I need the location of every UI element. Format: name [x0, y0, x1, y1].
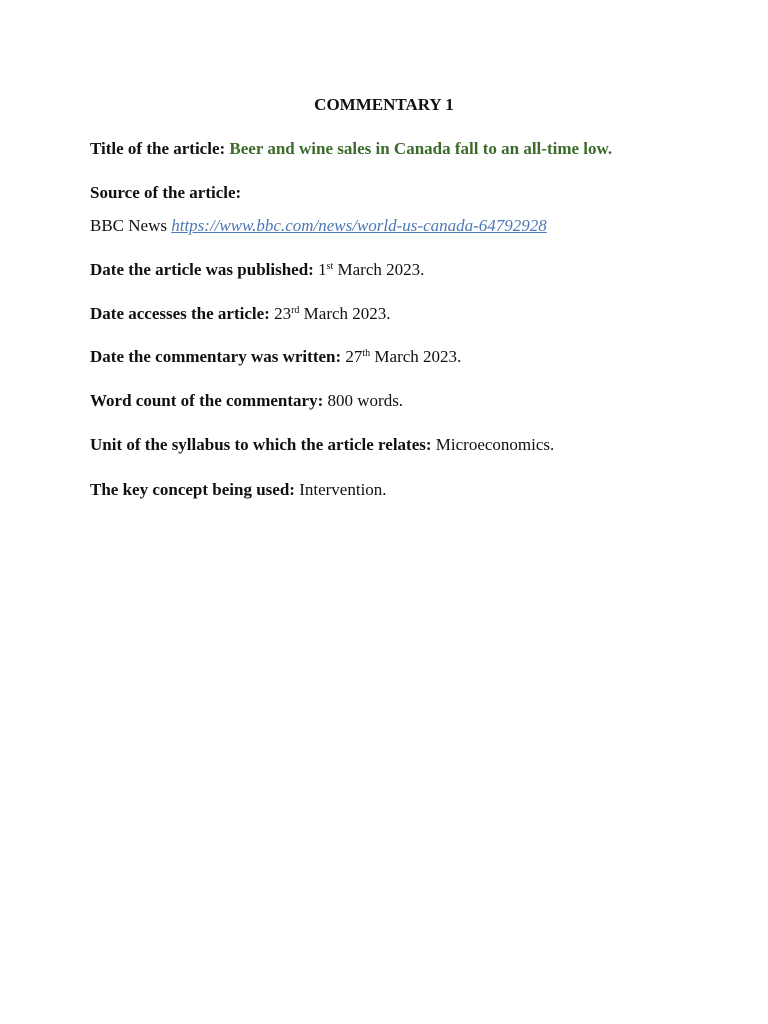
published-label: Date the article was published:: [90, 260, 314, 279]
published-day: 1: [318, 260, 327, 279]
title-label: Title of the article:: [90, 139, 226, 158]
source-line: [90, 182, 730, 204]
source-label: Source of the article:: [90, 183, 242, 202]
source-outlet: BBC News: [90, 216, 167, 235]
article-title: Beer and wine sales in Canada fall to an all-time low.: [229, 139, 613, 158]
written-day: 27: [345, 347, 363, 366]
accessed-line: [90, 303, 730, 325]
title-line: [90, 138, 730, 160]
accessed-label: Date accesses the article:: [90, 304, 270, 323]
published-rest: March 2023.: [337, 260, 425, 279]
published-suffix: st: [326, 261, 334, 272]
published-line: [90, 259, 730, 281]
written-suffix: th: [362, 348, 371, 359]
accessed-day: 23: [274, 304, 292, 323]
accessed-suffix: rd: [291, 305, 300, 316]
page-heading: COMMENTARY 1: [314, 95, 454, 114]
word-count-line: [90, 390, 730, 412]
unit-value: Microeconomics.: [435, 435, 555, 454]
written-label: Date the commentary was written:: [90, 347, 342, 366]
concept-line: [90, 479, 730, 501]
concept-label: The key concept being used:: [90, 480, 295, 499]
word-count-label: Word count of the commentary:: [90, 391, 324, 410]
source-detail-line: [90, 215, 730, 237]
unit-line: [90, 434, 730, 456]
word-count-value: 800 words.: [327, 391, 404, 410]
written-line: [90, 346, 730, 368]
unit-label: Unit of the syllabus to which the article relates:: [90, 435, 432, 454]
concept-value: Intervention.: [299, 480, 387, 499]
source-url-link[interactable]: https://www.bbc.com/news/world-us-canada-64792928: [171, 216, 547, 235]
written-rest: March 2023.: [374, 347, 462, 366]
accessed-rest: March 2023.: [303, 304, 391, 323]
